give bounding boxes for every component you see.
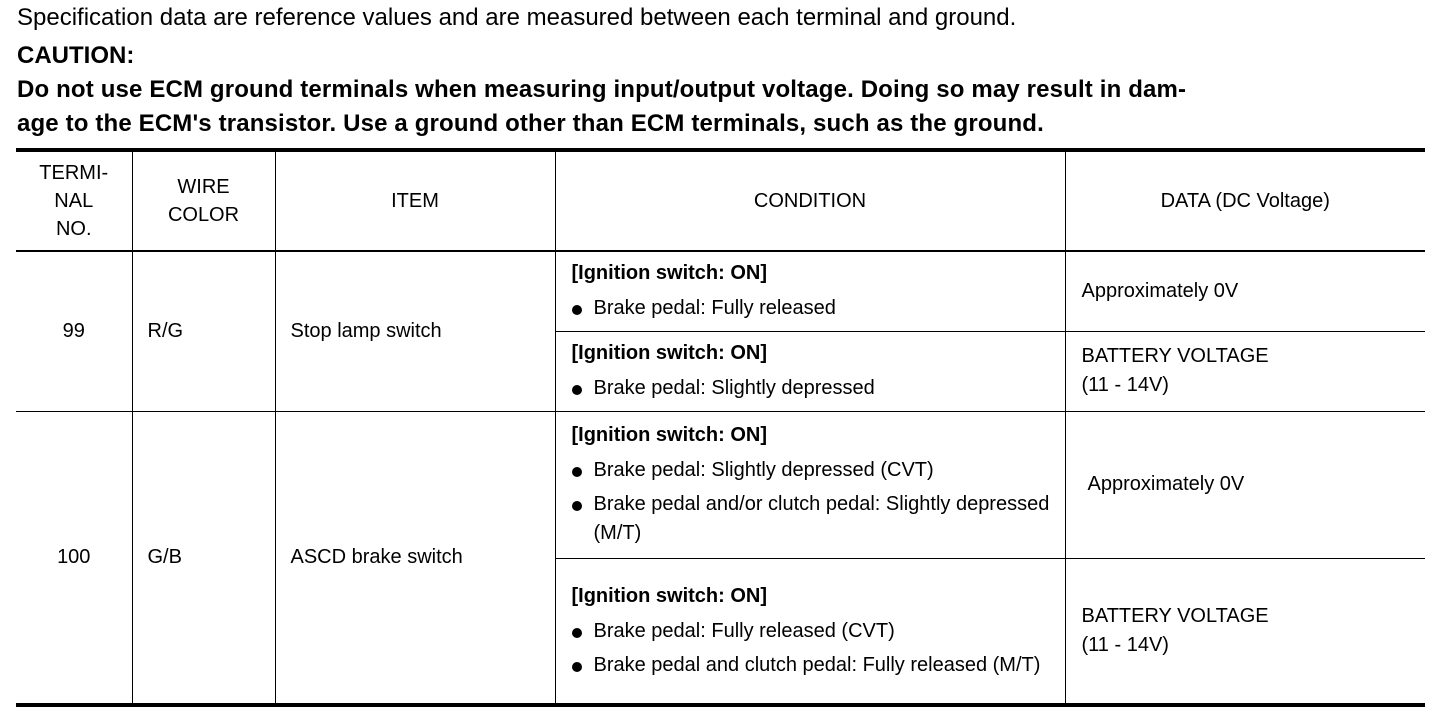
data-value: BATTERY VOLTAGE: [1081, 345, 1269, 367]
data-value-range: (11 - 14V): [1081, 374, 1169, 396]
condition-cell: [555, 558, 1065, 705]
condition-bullet-text: Brake pedal: Slightly depressed: [593, 377, 875, 399]
header-condition: CONDITION: [555, 150, 1065, 251]
item-cell: Stop lamp switch: [275, 251, 555, 411]
condition-bullet: [572, 490, 1055, 548]
caution-text-line-2: age to the ECM's transistor. Use a ground other than ECM terminals, such as the ground.: [17, 110, 1044, 137]
bullet-dot-icon: [572, 501, 582, 511]
data-cell: [1065, 411, 1425, 558]
condition-bullet-text: Brake pedal and/or clutch pedal: Slightly depressed (M/T): [593, 493, 1050, 544]
data-cell: [1065, 331, 1425, 411]
table-header-row: [16, 150, 1425, 251]
data-value-range: (11 - 14V): [1081, 633, 1169, 656]
terminal-spec-table: [16, 148, 1425, 707]
data-cell: [1065, 251, 1425, 331]
wire-color-cell: R/G: [132, 251, 275, 411]
condition-bullet: [572, 374, 1055, 403]
condition-bullet: [572, 617, 1055, 646]
condition-bullet-text: Brake pedal: Fully released: [593, 297, 836, 320]
intro-text: Specification data are reference values and are measured between each terminal and ground.: [17, 4, 1017, 31]
terminal-number-cell: 99: [16, 251, 132, 411]
header-terminal-line-3: NO.: [55, 218, 92, 240]
condition-heading: [Ignition switch: ON]: [571, 262, 768, 285]
condition-bullet: [572, 294, 1055, 323]
condition-bullet: [572, 651, 1055, 680]
data-cell: [1065, 558, 1425, 705]
condition-cell: [555, 331, 1065, 411]
header-wire-line-2: COLOR: [167, 204, 240, 226]
condition-bullet-text: Brake pedal and clutch pedal: Fully released (M/T): [593, 653, 1041, 676]
table-row: [16, 251, 1425, 331]
terminal-number-cell: 100: [16, 411, 132, 705]
condition-heading: [Ignition switch: ON]: [571, 342, 768, 364]
bullet-dot-icon: [572, 385, 582, 395]
condition-bullet-text: Brake pedal: Slightly depressed (CVT): [593, 459, 934, 481]
condition-heading: [Ignition switch: ON]: [571, 424, 768, 446]
condition-cell: [555, 251, 1065, 331]
item-cell: ASCD brake switch: [275, 411, 555, 705]
bullet-dot-icon: [572, 467, 582, 477]
condition-bullet: [572, 456, 1055, 485]
header-wire-line-1: WIRE: [177, 176, 230, 198]
condition-bullet-text: Brake pedal: Fully released (CVT): [593, 619, 895, 642]
header-terminal-line-1: TERMI-: [39, 162, 109, 184]
condition-cell: [555, 411, 1065, 558]
caution-title: CAUTION:: [17, 42, 135, 69]
header-item: ITEM: [275, 150, 555, 251]
bullet-dot-icon: [572, 662, 582, 672]
header-wire-color: [132, 150, 275, 251]
caution-text-line-1: Do not use ECM ground terminals when measuring input/output voltage. Doing so may result in dam-: [17, 76, 1187, 103]
data-value: BATTERY VOLTAGE: [1081, 604, 1269, 627]
bullet-dot-icon: [572, 628, 582, 638]
header-terminal-line-2: NAL: [54, 190, 94, 212]
table-row: [16, 411, 1425, 558]
header-terminal-no: [16, 150, 132, 251]
wire-color-cell: G/B: [132, 411, 275, 705]
data-value: Approximately 0V: [1087, 473, 1245, 495]
header-data: DATA (DC Voltage): [1065, 150, 1425, 251]
bullet-dot-icon: [572, 305, 582, 315]
data-value: Approximately 0V: [1081, 279, 1239, 302]
condition-heading: [Ignition switch: ON]: [571, 584, 768, 607]
